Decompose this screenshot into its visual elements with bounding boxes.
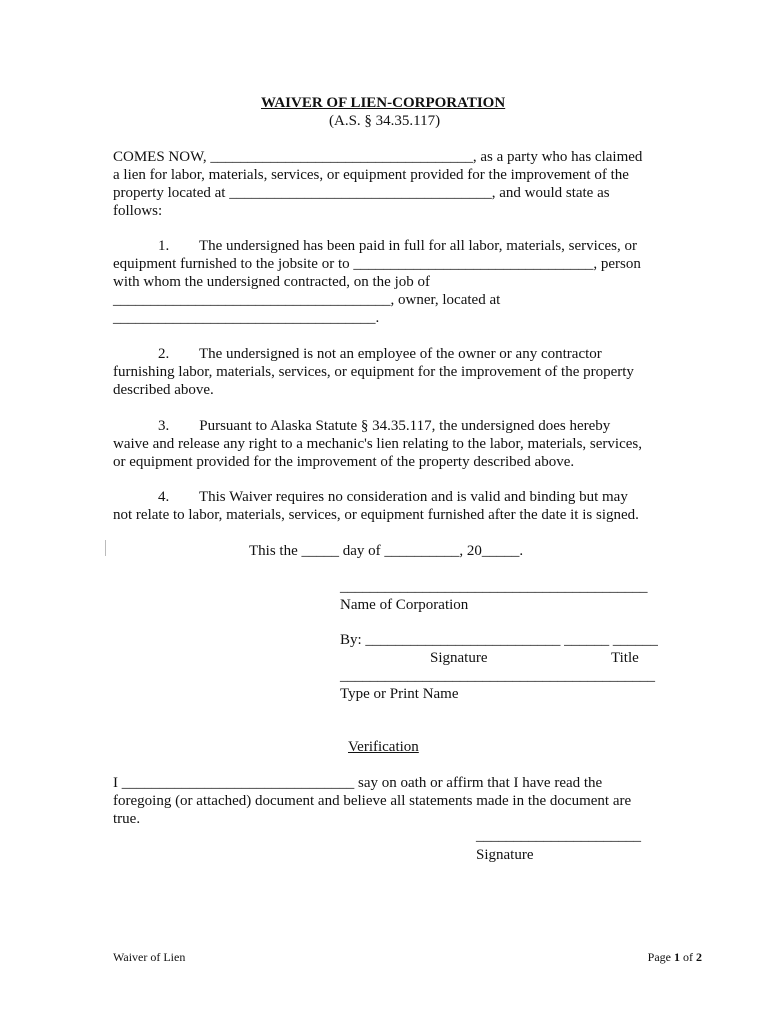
para3-line: waive and release any right to a mechanic's lien relating to the labor, materials, services,	[113, 436, 642, 452]
intro-line: COMES NOW, ___________________________________, as a party who has claimed	[113, 149, 643, 165]
print-name-label: Type or Print Name	[340, 686, 459, 702]
para4-line: not relate to labor, materials, services, or equipment furnished after the date it is signed.	[113, 507, 639, 523]
corporation-name-label: Name of Corporation	[340, 597, 469, 613]
para1-line: ___________________________________.	[113, 310, 380, 326]
para1-line: with whom the undersigned contracted, on the job of	[113, 274, 431, 290]
intro-line: follows:	[113, 203, 163, 219]
document-subtitle: (A.S. § 34.35.117)	[329, 113, 441, 129]
para2-line: furnishing labor, materials, services, or equipment for the improvement of the property	[113, 364, 634, 380]
para4-line: 4. This Waiver requires no consideration and is valid and binding but may	[158, 489, 628, 505]
para2-line: 2. The undersigned is not an employee of the owner or any contractor	[158, 346, 602, 362]
print-name-line[interactable]: __________________________________________	[340, 668, 655, 684]
title-label: Title	[611, 650, 639, 666]
corporation-signature-line[interactable]: _________________________________________	[340, 579, 648, 595]
signature-label: Signature	[430, 650, 488, 666]
verification-line: true.	[113, 811, 141, 827]
para1-line: _____________________________________, owner, located at	[113, 292, 501, 308]
para2-line: described above.	[113, 382, 214, 398]
para3-line: or equipment provided for the improvement of the property described above.	[113, 454, 575, 470]
verification-line[interactable]: I _______________________________ say on oath or affirm that I have read the	[113, 775, 603, 791]
footer-doc-name: Waiver of Lien	[113, 950, 186, 964]
by-signature-line[interactable]: By: __________________________ ______ ______	[340, 632, 658, 648]
footer-page-number: Page 1 of 2	[647, 950, 702, 964]
para1-line: 1. The undersigned has been paid in full for all labor, materials, services, or	[158, 238, 637, 254]
date-line[interactable]: This the _____ day of __________, 20_____.	[249, 543, 524, 559]
verification-signature-line[interactable]: ______________________	[476, 828, 641, 844]
document-title: WAIVER OF LIEN-CORPORATION	[261, 95, 506, 111]
intro-line: a lien for labor, materials, services, or equipment provided for the improvement of the	[113, 167, 629, 183]
para3-line: 3. Pursuant to Alaska Statute § 34.35.117, the undersigned does hereby	[158, 418, 611, 434]
para1-line: equipment furnished to the jobsite or to ________________________________, person	[113, 256, 641, 272]
intro-line: property located at ___________________________________, and would state as	[113, 185, 610, 201]
verification-heading: Verification	[348, 739, 419, 755]
verification-line: foregoing (or attached) document and believe all statements made in the document are	[113, 793, 632, 809]
text-cursor	[105, 540, 106, 556]
verification-signature-label: Signature	[476, 847, 534, 863]
